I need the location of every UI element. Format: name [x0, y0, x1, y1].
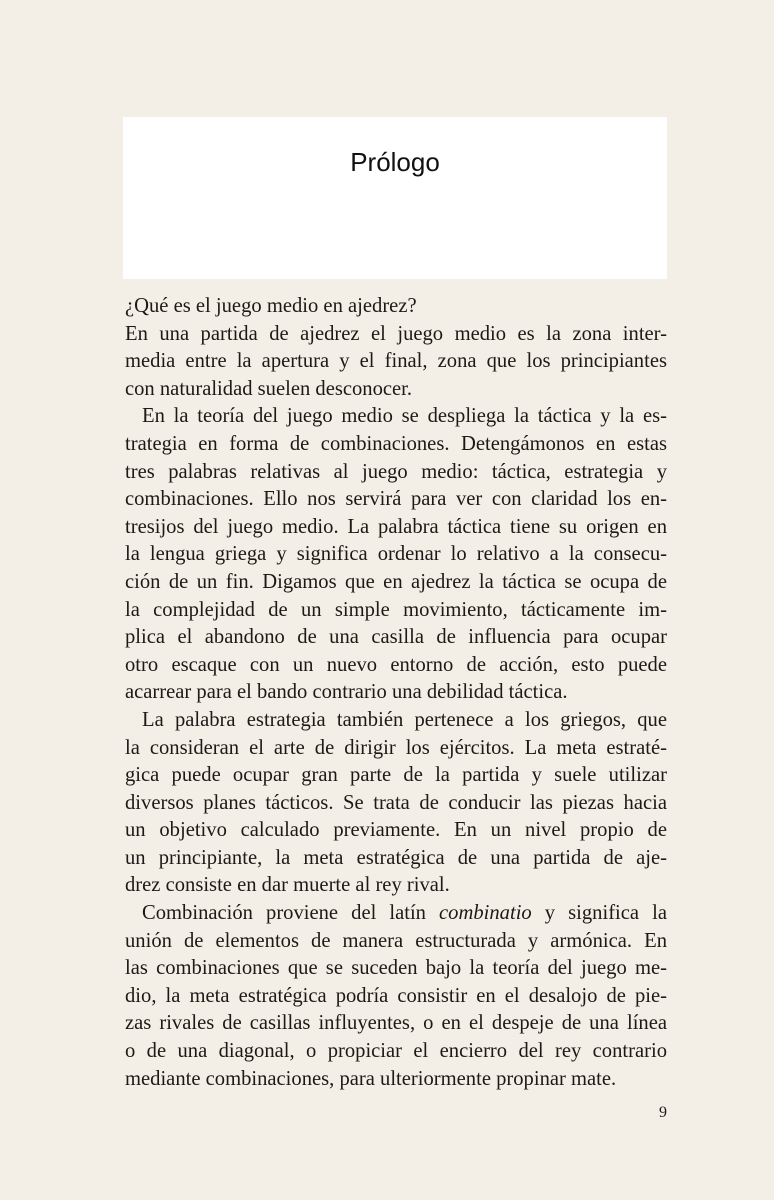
text-line: ción de un fin. Digamos que en ajedrez la táctica se ocupa de: [125, 570, 667, 593]
latin-term: combinatio: [439, 902, 532, 925]
text-line: drez consiste en dar muerte al rey rival.: [125, 874, 450, 897]
text-line: En la teoría del juego medio se despliega la táctica y la es-: [142, 405, 667, 428]
text-line: mediante combinaciones, para ulteriormente propinar mate.: [125, 1067, 617, 1090]
chapter-title: Prólogo: [350, 147, 440, 177]
body-text: [125, 293, 667, 1093]
text-line: la lengua griega y significa ordenar lo relativo a la consecu-: [125, 543, 667, 566]
text-line: trategia en forma de combinaciones. Detengámonos en estas: [125, 432, 667, 455]
text-line: tres palabras relativas al juego medio: táctica, estrategia y: [125, 460, 667, 483]
text-line: las combinaciones que se suceden bajo la teoría del juego me-: [125, 957, 667, 980]
text-line: tresijos del juego medio. La palabra táctica tiene su origen en: [125, 515, 667, 538]
text-line: dio, la meta estratégica podría consistir en el desalojo de pie-: [125, 984, 667, 1007]
text-line: diversos planes tácticos. Se trata de conducir las piezas hacia: [125, 791, 667, 814]
question-line: ¿Qué es el juego medio en ajedrez?: [125, 295, 417, 317]
text-line: media entre la apertura y el final, zona que los principiantes: [125, 350, 667, 373]
text-line: plica el abandono de una casilla de influencia para ocupar: [125, 626, 667, 649]
text-line: un objetivo calculado previamente. En un nivel propio de: [125, 819, 667, 842]
text-line: gica puede ocupar gran parte de la partida y suele utilizar: [125, 764, 667, 787]
page-number: 9: [659, 1104, 667, 1121]
text-line: combinaciones. Ello nos servirá para ver con claridad los en-: [125, 488, 667, 511]
text-line: o de una diagonal, o propiciar el encierro del rey contrario: [125, 1040, 667, 1063]
text-line: En una partida de ajedrez el juego medio es la zona inter-: [125, 322, 667, 345]
text-segment: Combinación proviene del latín: [142, 902, 440, 925]
text-line: otro escaque con un nuevo entorno de acción, esto puede: [125, 653, 667, 676]
text-line: un principiante, la meta estratégica de una partida de aje-: [125, 846, 667, 869]
text-line: con naturalidad suelen desconocer.: [125, 377, 413, 400]
text-line: zas rivales de casillas influyentes, o en el despeje de una línea: [125, 1012, 667, 1035]
text-line: la consideran el arte de dirigir los ejércitos. La meta estraté-: [125, 736, 667, 759]
text-line: unión de elementos de manera estructurada y armónica. En: [125, 929, 667, 952]
text-line: acarrear para el bando contrario una debilidad táctica.: [125, 681, 568, 704]
combination-line: [125, 900, 667, 928]
text-segment: y significa la: [531, 902, 667, 925]
text-line: la complejidad de un simple movimiento, tácticamente im-: [125, 598, 667, 621]
text-line: La palabra estrategia también pertenece a los griegos, que: [142, 708, 667, 731]
chapter-heading-box: [123, 117, 667, 279]
